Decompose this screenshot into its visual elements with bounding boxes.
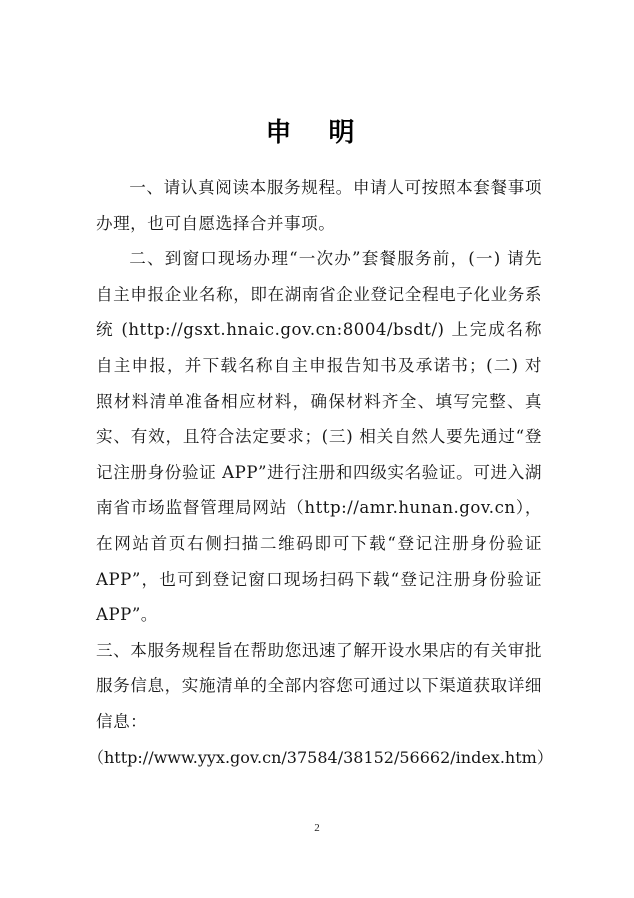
page-title: 申 明: [265, 118, 369, 148]
paragraph-1: 一、请认真阅读本服务规程。申请人可按照本套餐事项办理，也可自愿选择合并事项。: [96, 178, 542, 233]
page-number: 2: [314, 822, 320, 834]
paragraph-2: 二、到窗口现场办理“一次办”套餐服务前，(一) 请先自主申报企业名称，即在湖南省企业登记全程电子化业务系统 (http://gsxt.hnaic.gov.cn:8004/bsdt/) 上完成名称自主申报，并下载名称自主申报告知书及承诺书；(二) 对照材料清单准备相应材料，确保材料齐全、填写完整、真实、有效，且符合法定要求；(三) 相关自然人要先通过“登记注册身份验证 APP”进行注册和四级实名验证。可进入湖南省市场监督管理局网站（http://amr.hunan.gov.cn），在网站首页右侧扫描二维码即可下载“登记注册身份验证 APP”，也可到登记窗口现场扫码下载“登记注册身份验证 APP”。: [96, 249, 542, 625]
statement-body: [88, 170, 553, 775]
paragraph-3: 三、本服务规程旨在帮助您迅速了解开设水果店的有关审批服务信息，实施清单的全部内容您可通过以下渠道获取详细信息：: [96, 640, 542, 731]
info-url-link[interactable]: （http://www.yyx.gov.cn/37584/38152/56662/index.htm）: [88, 747, 553, 767]
